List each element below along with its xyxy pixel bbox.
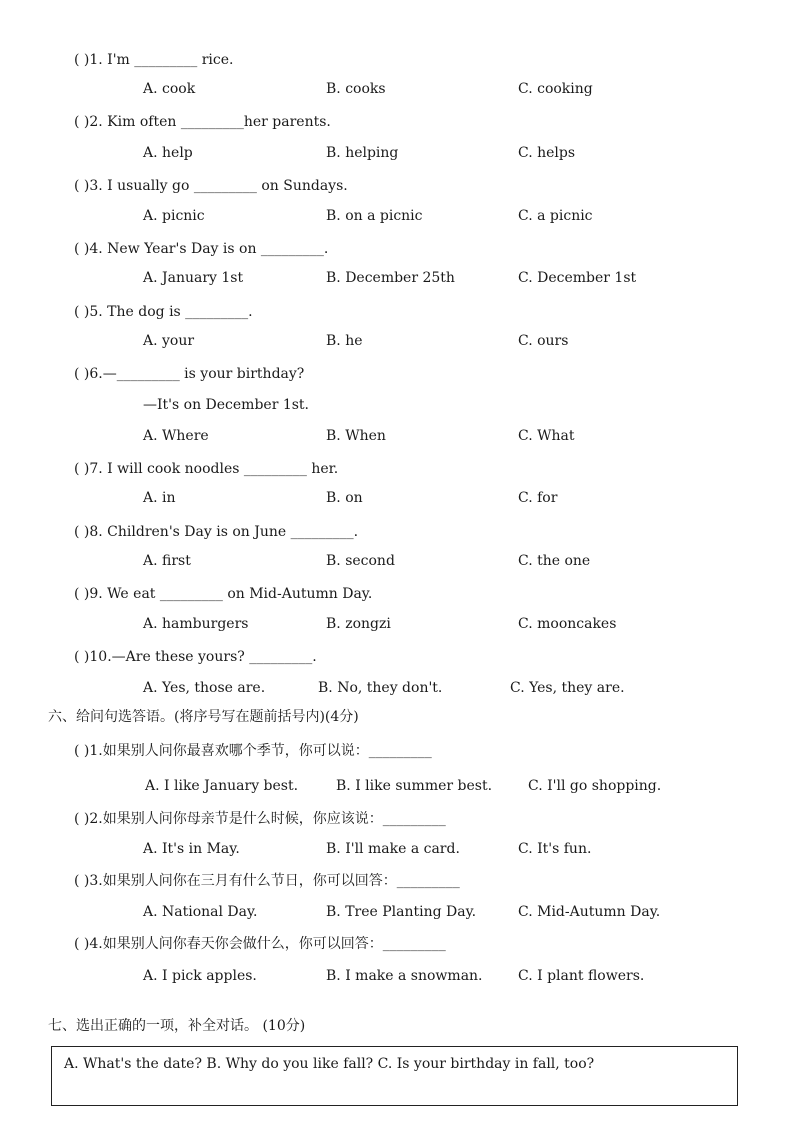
q7-option-a: A. in: [143, 490, 176, 506]
q2-option-c: C. helps: [518, 145, 576, 161]
q5-option-c: C. ours: [518, 333, 569, 349]
q2-option-a: A. help: [143, 145, 193, 161]
options-box: [51, 1046, 738, 1106]
s6-q1-option-a: A. I like January best.: [145, 778, 299, 794]
q2-option-b: B. helping: [326, 145, 399, 161]
q4-option-a: A. January 1st: [143, 270, 244, 286]
q10-option-a: A. Yes, those are.: [143, 680, 266, 696]
s6-q3-option-a: A. National Day.: [143, 904, 258, 920]
q10-option-c: C. Yes, they are.: [510, 680, 625, 696]
q2-stem: ( )2. Kim often _________her parents.: [74, 114, 331, 130]
q9-option-a: A. hamburgers: [143, 616, 249, 632]
s6-q4-stem: ( )4.如果别人问你春天你会做什么，你可以回答：_________: [74, 936, 446, 952]
s6-q1-option-b: B. I like summer best.: [336, 778, 493, 794]
q3-option-a: A. picnic: [143, 208, 205, 224]
q6-option-b: B. When: [326, 428, 386, 444]
q8-option-a: A. first: [143, 553, 191, 569]
section7-title: 七、选出正确的一项，补全对话。 (10分): [48, 1018, 306, 1034]
s6-q3-stem: ( )3.如果别人问你在三月有什么节日，你可以回答：_________: [74, 873, 460, 889]
q1-option-c: C. cooking: [518, 81, 593, 97]
q9-stem: ( )9. We eat _________ on Mid-Autumn Day.: [74, 586, 373, 602]
q5-stem: ( )5. The dog is _________.: [74, 304, 253, 320]
s6-q4-option-a: A. I pick apples.: [143, 968, 257, 984]
q5-option-a: A. your: [143, 333, 195, 349]
q6-stem: ( )6.—_________ is your birthday?: [74, 366, 305, 382]
s6-q4-option-c: C. I plant flowers.: [518, 968, 645, 984]
q6-option-a: A. Where: [143, 428, 209, 444]
q1-option-b: B. cooks: [326, 81, 386, 97]
q3-option-c: C. a picnic: [518, 208, 593, 224]
q8-option-c: C. the one: [518, 553, 591, 569]
q9-option-b: B. zongzi: [326, 616, 391, 632]
s6-q1-option-c: C. I'll go shopping.: [528, 778, 662, 794]
q1-option-a: A. cook: [143, 81, 196, 97]
q8-stem: ( )8. Children's Day is on June _________.: [74, 524, 359, 540]
q5-option-b: B. he: [326, 333, 363, 349]
q6-option-c: C. What: [518, 428, 575, 444]
s6-q4-option-b: B. I make a snowman.: [326, 968, 483, 984]
q7-stem: ( )7. I will cook noodles _________ her.: [74, 461, 339, 477]
q3-option-b: B. on a picnic: [326, 208, 423, 224]
s6-q1-stem: ( )1.如果别人问你最喜欢哪个季节，你可以说：_________: [74, 743, 432, 759]
q10-option-b: B. No, they don't.: [318, 680, 443, 696]
q4-option-b: B. December 25th: [326, 270, 455, 286]
s6-q3-option-b: B. Tree Planting Day.: [326, 904, 477, 920]
q4-option-c: C. December 1st: [518, 270, 637, 286]
q3-stem: ( )3. I usually go _________ on Sundays.: [74, 178, 348, 194]
q10-stem: ( )10.—Are these yours? _________.: [74, 649, 317, 665]
s6-q2-option-a: A. It's in May.: [143, 841, 240, 857]
s6-q2-stem: ( )2.如果别人问你母亲节是什么时候，你应该说：_________: [74, 811, 446, 827]
s6-q2-option-b: B. I'll make a card.: [326, 841, 460, 857]
q1-stem: ( )1. I'm _________ rice.: [74, 52, 234, 68]
q8-option-b: B. second: [326, 553, 395, 569]
q7-option-c: C. for: [518, 490, 558, 506]
section6-title: 六、给问句选答语。(将序号写在题前括号内)(4分): [48, 709, 359, 725]
q7-option-b: B. on: [326, 490, 363, 506]
q6-stem-answer: —It's on December 1st.: [143, 397, 310, 413]
q9-option-c: C. mooncakes: [518, 616, 617, 632]
s6-q3-option-c: C. Mid-Autumn Day.: [518, 904, 661, 920]
options-box-text: A. What's the date? B. Why do you like fall? C. Is your birthday in fall, too?: [64, 1056, 595, 1072]
q4-stem: ( )4. New Year's Day is on _________.: [74, 241, 329, 257]
s6-q2-option-c: C. It's fun.: [518, 841, 592, 857]
